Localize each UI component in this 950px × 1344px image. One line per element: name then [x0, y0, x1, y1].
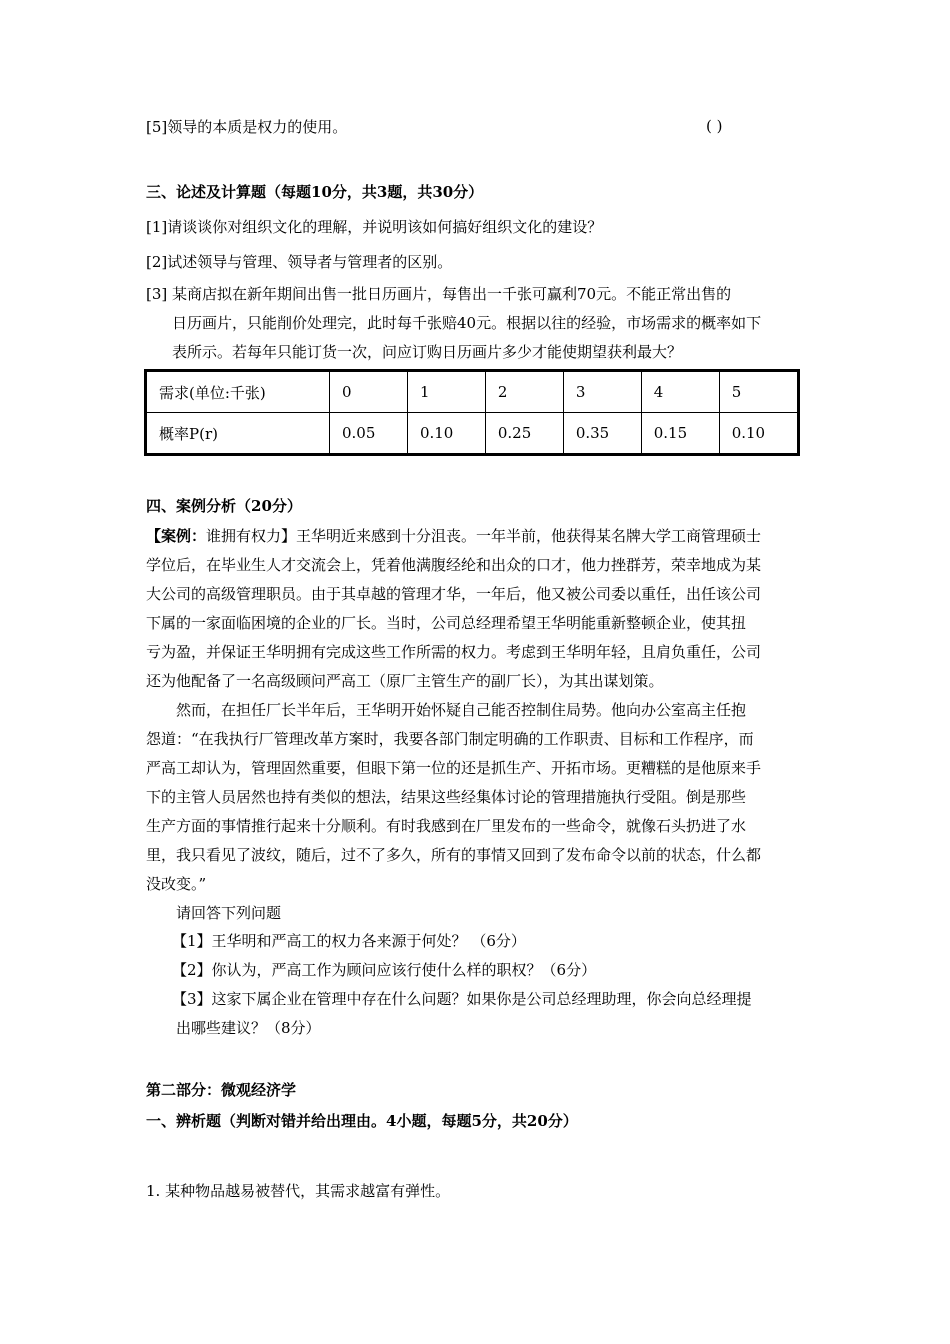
case-paragraph-line — [146, 526, 761, 546]
answer-blank: ( ) — [706, 117, 723, 135]
section-3-question-3-line: [3] 某商店拟在新年期间出售一批日历画片，每售出一千张可赢利70元。不能正常出售的 — [146, 285, 732, 303]
table-cell: 5 — [719, 371, 798, 413]
table-cell: 0 — [330, 371, 408, 413]
questions-prompt: 请回答下列问题 — [176, 904, 282, 922]
part-2-question-1: 1. 某种物品越易被替代，其需求越富有弹性。 — [146, 1182, 451, 1200]
case-paragraph-line: 怨道：“在我执行厂管理改革方案时，我要各部门制定明确的工作职责、目标和工作程序，而 — [146, 730, 754, 748]
case-paragraph-line: 生产方面的事情推行起来十分顺利。有时我感到在厂里发布的一些命令，就像石头扔进了水 — [146, 817, 747, 835]
case-paragraph-line: 然而，在担任厂长半年后，王华明开始怀疑自己能否控制住局势。他向办公室高主任抱 — [176, 701, 747, 719]
case-question-1: 【1】王华明和严高工的权力各来源于何处？ （6分） — [172, 932, 526, 950]
case-text: 谁拥有权力】王华明近来感到十分沮丧。一年半前，他获得某名牌大学工商管理硕士 — [206, 527, 762, 545]
case-paragraph-line: 里，我只看见了波纹，随后，过不了多久，所有的事情又回到了发布命令以前的状态，什么都 — [146, 846, 762, 864]
table-cell: 0.05 — [330, 413, 408, 455]
section-3-title: 三、论述及计算题（每题10分，共3题，共30分） — [146, 183, 484, 201]
case-question-2: 【2】你认为，严高工作为顾问应该行使什么样的职权？（6分） — [172, 961, 597, 979]
section-3-question-1: [1]请谈谈你对组织文化的理解，并说明该如何搞好组织文化的建设？ — [146, 218, 603, 236]
table-cell: 0.10 — [719, 413, 798, 455]
section-3-question-3-line: 表所示。若每年只能订货一次，问应订购日历画片多少才能使期望获利最大？ — [172, 343, 683, 361]
section-3-question-3-line: 日历画片，只能削价处理完，此时每千张赔40元。根据以往的经验，市场需求的概率如下 — [172, 314, 762, 332]
table-cell: 0.10 — [407, 413, 485, 455]
question-5: [5]领导的本质是权力的使用。 — [146, 118, 348, 136]
case-question-3: 【3】这家下属企业在管理中存在什么问题？如果你是公司总经理助理，你会向总经理提 — [172, 990, 752, 1008]
case-paragraph-line: 下的主管人员居然也持有类似的想法，结果这些经集体讨论的管理措施执行受阻。倒是那些 — [146, 788, 747, 806]
table-cell: 1 — [407, 371, 485, 413]
case-paragraph-line: 大公司的高级管理职员。由于其卓越的管理才华，一年后，他又被公司委以重任，出任该公司 — [146, 585, 762, 603]
case-paragraph-line: 亏为盈，并保证王华明拥有完成这些工作所需的权力。考虑到王华明年轻，且肩负重任，公司 — [146, 643, 762, 661]
part-2-section-1-title: 一、辨析题（判断对错并给出理由。4小题，每题5分，共20分） — [146, 1112, 578, 1130]
table-cell: 4 — [641, 371, 719, 413]
case-paragraph-line: 学位后，在毕业生人才交流会上，凭着他满腹经纶和出众的口才，他力挫群芳，荣幸地成为某 — [146, 556, 762, 574]
table-row — [146, 413, 799, 455]
table-cell: 0.15 — [641, 413, 719, 455]
case-paragraph-line: 没改变。” — [146, 875, 207, 893]
section-3-question-2: [2]试述领导与管理、领导者与管理者的区别。 — [146, 253, 453, 271]
case-label: 【案例： — [146, 527, 207, 545]
part-2-title: 第二部分：微观经济学 — [146, 1081, 297, 1099]
case-paragraph-line: 还为他配备了一名高级顾问严高工（原厂主管生产的副厂长），为其出谋划策。 — [146, 672, 664, 690]
table-cell: 3 — [563, 371, 641, 413]
table-row — [146, 371, 799, 413]
demand-probability-table — [144, 369, 800, 456]
table-cell: 0.35 — [563, 413, 641, 455]
table-cell: 2 — [485, 371, 563, 413]
table-header-cell: 需求(单位:千张) — [146, 371, 330, 413]
table-header-cell: 概率P(r) — [146, 413, 330, 455]
case-paragraph-line: 下属的一家面临困境的企业的厂长。当时，公司总经理希望王华明能重新整顿企业，使其扭 — [146, 614, 747, 632]
case-paragraph-line: 严高工却认为，管理固然重要，但眼下第一位的还是抓生产、开拓市场。更糟糕的是他原来手 — [146, 759, 762, 777]
case-question-3-continued: 出哪些建议？（8分） — [176, 1019, 321, 1037]
section-4-title: 四、案例分析（20分） — [146, 497, 302, 515]
table-cell: 0.25 — [485, 413, 563, 455]
